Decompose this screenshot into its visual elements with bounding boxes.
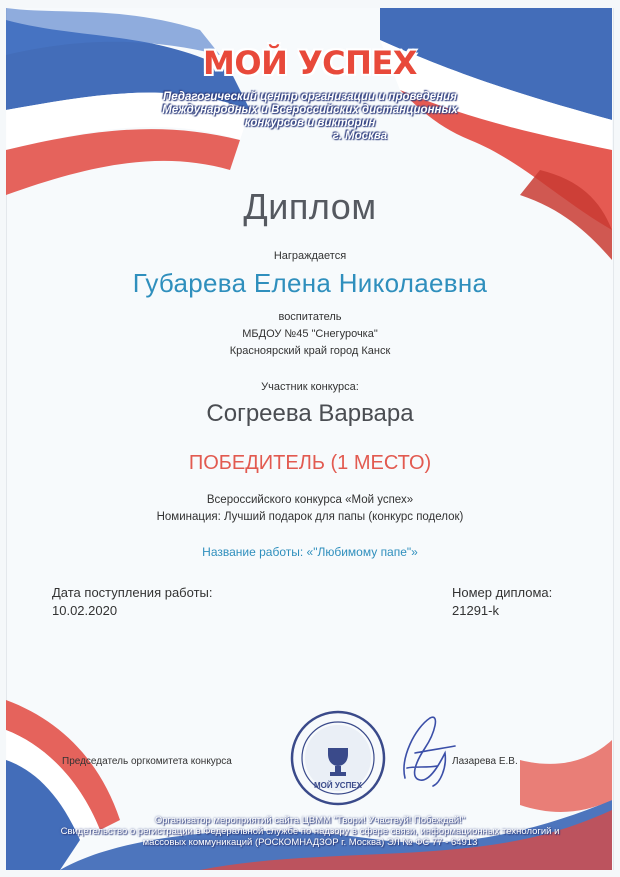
date-value: 10.02.2020 (52, 603, 118, 618)
stamp-seal (288, 708, 388, 808)
logo-text: МОЙ УСПЕХ (203, 44, 417, 82)
recipient-position: воспитатель (278, 311, 342, 323)
contest-name: Всероссийского конкурса «Мой успех» (206, 494, 414, 506)
chair-label: Председатель оргкомитета конкурса (62, 756, 232, 767)
stamp-text: МОЙ УСПЕХ (313, 781, 363, 790)
footer-line-2: Свидетельство о регистрации в Федеральной службе по надзору в сфере связи, информационных технологий и (60, 826, 560, 837)
result-title: ПОБЕДИТЕЛЬ (1 МЕСТО) (188, 452, 432, 474)
recipient-location: Красноярский край город Канск (229, 345, 391, 357)
footer-line-3: массовых коммуникаций (РОСКОМНАДЗОР г. Москва) ЭЛ № ФС 77 - 64913 (142, 837, 478, 848)
chair-name: Лазарева Е.В. (452, 756, 518, 767)
org-line-1: Педагогический центр организации и проведения (163, 91, 457, 103)
awarded-label: Награждается (273, 250, 347, 262)
ribbon-red-bottom-right (520, 740, 612, 812)
footer-line-1: Организатор мероприятий сайта ЦВММ "Твори! Участвуй! Побеждай!" (154, 815, 466, 826)
diploma-number-value: 21291-k (452, 603, 499, 618)
recipient-institution: МБДОУ №45 "Снегурочка" (242, 328, 378, 340)
handwritten-signature (385, 708, 465, 793)
participant-label: Участник конкурса: (261, 381, 359, 393)
participant-name: Согреева Варвара (206, 400, 414, 427)
recipient-name: Губарева Елена Николаевна (132, 268, 488, 298)
org-line-city: г. Москва (332, 130, 388, 142)
diploma-number-label: Номер диплома: (452, 585, 553, 600)
date-label: Дата поступления работы: (52, 585, 213, 600)
nomination: Номинация: Лучший подарок для папы (конкурс поделок) (156, 511, 464, 523)
org-line-2: Международных и Всероссийских дистанционных (162, 104, 458, 116)
org-line-3: конкурсов и викторин (244, 117, 376, 129)
diploma-title: Диплом (243, 186, 377, 227)
work-title: Название работы: «"Любимому папе"» (202, 545, 418, 559)
